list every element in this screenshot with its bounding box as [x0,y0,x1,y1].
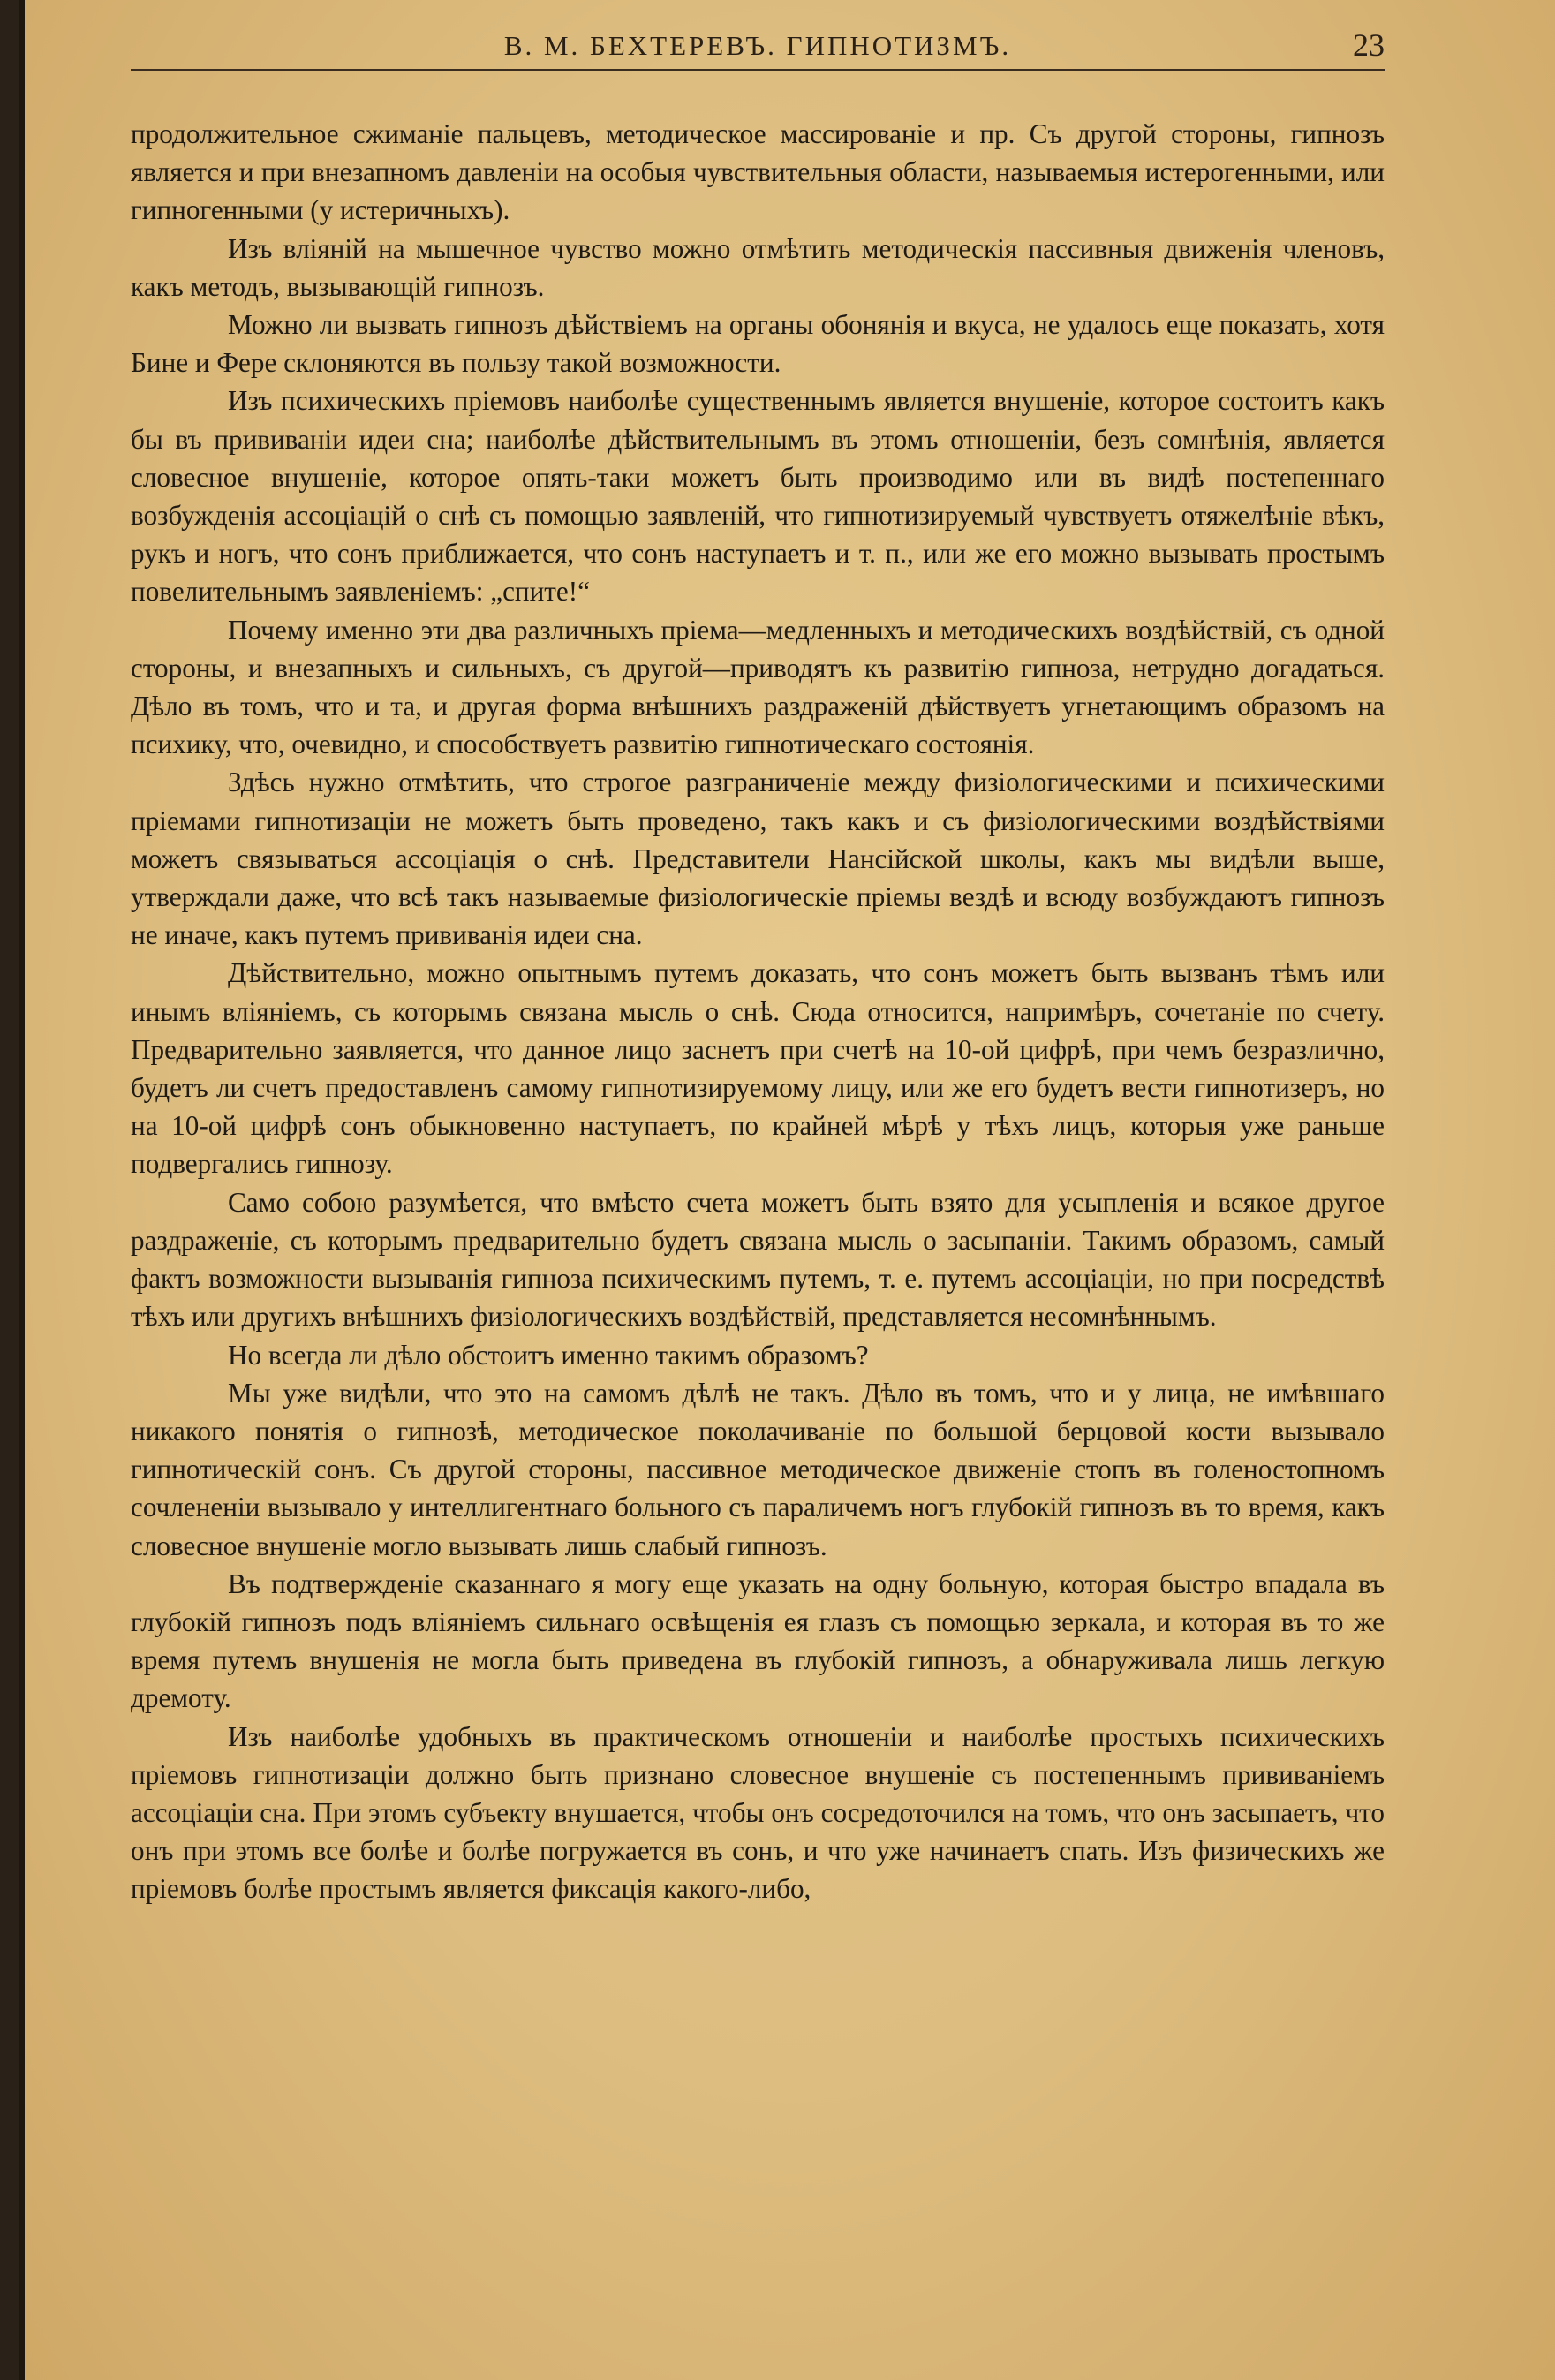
paragraph: продолжительное сжиманіе пальцевъ, методическое массированіе и пр. Съ другой стороны, гипнозъ является и при внезапномъ давленіи на особыя чувствительныя области, называемыя истерогенными, или гипногенными (у истеричныхъ). [131,118,1385,226]
paragraph: Почему именно эти два различныхъ пріема—медленныхъ и методическихъ воздѣйствій, съ одной стороны, и внезапныхъ и сильныхъ, съ другой—приводятъ къ развитію гипноза, нетрудно догадаться. Дѣло въ томъ, что и та, и другая форма внѣшнихъ раздраженій дѣйствуетъ угнетающимъ образомъ на психику, что, очевидно, и способствуетъ развитію гипнотическаго состоянія. [131,614,1385,760]
running-head: В. М. БЕХТЕРЕВЪ. ГИПНОТИЗМЪ. [503,30,1012,61]
paragraph: Изъ наиболѣе удобныхъ въ практическомъ отношеніи и наиболѣе простыхъ психическихъ пріемовъ гипнотизаціи должно быть признано словесное внушеніе съ постепеннымъ прививаніемъ ассоціаціи сна. При этомъ субъекту внушается, чтобы онъ сосредоточился на томъ, что онъ засыпаетъ, что онъ при этомъ все болѣе и болѣе погружается въ сонъ, и что уже начинаетъ спать. Изъ физическихъ же пріемовъ болѣе простымъ является фиксація какого-либо, [131,1720,1385,1905]
paragraph: Само собою разумѣется, что вмѣсто счета можетъ быть взято для усыпленія и всякое другое раздраженіе, съ которымъ предварительно будетъ связана мысль о засыпаніи. Такимъ образомъ, самый фактъ возможности вызыванія гипноза психическимъ путемъ, т. е. путемъ ассоціаціи, но при посредствѣ тѣхъ или другихъ внѣшнихъ физіологическихъ воздѣйствій, представляется несомнѣннымъ. [131,1186,1385,1333]
body-text [131,115,1385,1908]
book-page [19,0,1555,2380]
paragraph: Изъ психическихъ пріемовъ наиболѣе существеннымъ является внушеніе, которое состоитъ какъ бы въ прививаніи идеи сна; наиболѣе дѣйствительнымъ въ этомъ отношеніи, безъ сомнѣнія, является словесное внушеніе, которое опять-таки можетъ быть производимо или въ видѣ постепеннаго возбужденія ассоціацій о снѣ съ помощью заявленій, что гипнотизируемый чувствуетъ отяжелѣніе вѣкъ, рукъ и ногъ, что сонъ приближается, что сонъ наступаетъ и т. п., или же его можно вызывать простымъ повелительнымъ заявленіемъ: „спите!“ [131,385,1385,608]
paragraph: Но всегда ли дѣло обстоитъ именно такимъ образомъ? [228,1339,869,1371]
paragraph: Мы уже видѣли, что это на самомъ дѣлѣ не такъ. Дѣло въ томъ, что и у лица, не имѣвшаго никакого понятія о гипнозѣ, методическое поколачиваніе по большой берцовой кости вызывало гипнотическій сонъ. Съ другой стороны, пассивное методическое движеніе стопъ въ голеностопномъ сочлененіи вызывало у интеллигентнаго больного съ параличемъ ногъ глубокій гипнозъ въ то время, какъ словесное внушеніе могло вызывать лишь слабый гипнозъ. [131,1377,1385,1561]
header-rule [131,69,1385,71]
paragraph: Можно ли вызвать гипнозъ дѣйствіемъ на органы обонянія и вкуса, не удалось еще показать, хотя Бине и Фере склоняются въ пользу такой возможности. [131,309,1385,379]
paragraph: Въ подтвержденіе сказаннаго я могу еще указать на одну больную, которая быстро впадала въ глубокій гипнозъ подъ вліяніемъ сильнаго освѣщенія ея глазъ съ помощью зеркала, и которая въ то же время путемъ внушенія не могла быть приведена въ глубокій гипнозъ, а обнаруживала лишь легкую дремоту. [131,1568,1385,1714]
paragraph: Здѣсь нужно отмѣтить, что строгое разграниченіе между физіологическими и психическими пріемами гипнотизаціи не можетъ быть проведено, такъ какъ и съ физіологическими воздѣйствіями можетъ связываться ассоціація о снѣ. Представители Нансійской школы, какъ мы видѣли выше, утверждали даже, что всѣ такъ называемые физіологическіе пріемы вездѣ и всюду возбуждаютъ гипнозъ не иначе, какъ путемъ прививанія идеи сна. [131,767,1385,951]
page-header [131,19,1385,71]
paragraph: Изъ вліяній на мышечное чувство можно отмѣтить методическія пассивныя движенія членовъ, какъ методъ, вызывающій гипнозъ. [131,232,1385,302]
paragraph: Дѣйствительно, можно опытнымъ путемъ доказать, что сонъ можетъ быть вызванъ тѣмъ или инымъ вліяніемъ, съ которымъ связана мысль о снѣ. Сюда относится, напримѣръ, сочетаніе по счету. Предварительно заявляется, что данное лицо заснетъ при счетѣ на 10-ой цифрѣ, при чемъ безразлично, будетъ ли счетъ предоставленъ самому гипнотизируемому лицу, или же его будетъ вести гипнотизеръ, но на 10-ой цифрѣ сонъ обыкновенно наступаетъ, по крайней мѣрѣ у тѣхъ лицъ, которыя уже раньше подвергались гипнозу. [131,957,1385,1180]
page-number: 23 [1353,27,1385,63]
